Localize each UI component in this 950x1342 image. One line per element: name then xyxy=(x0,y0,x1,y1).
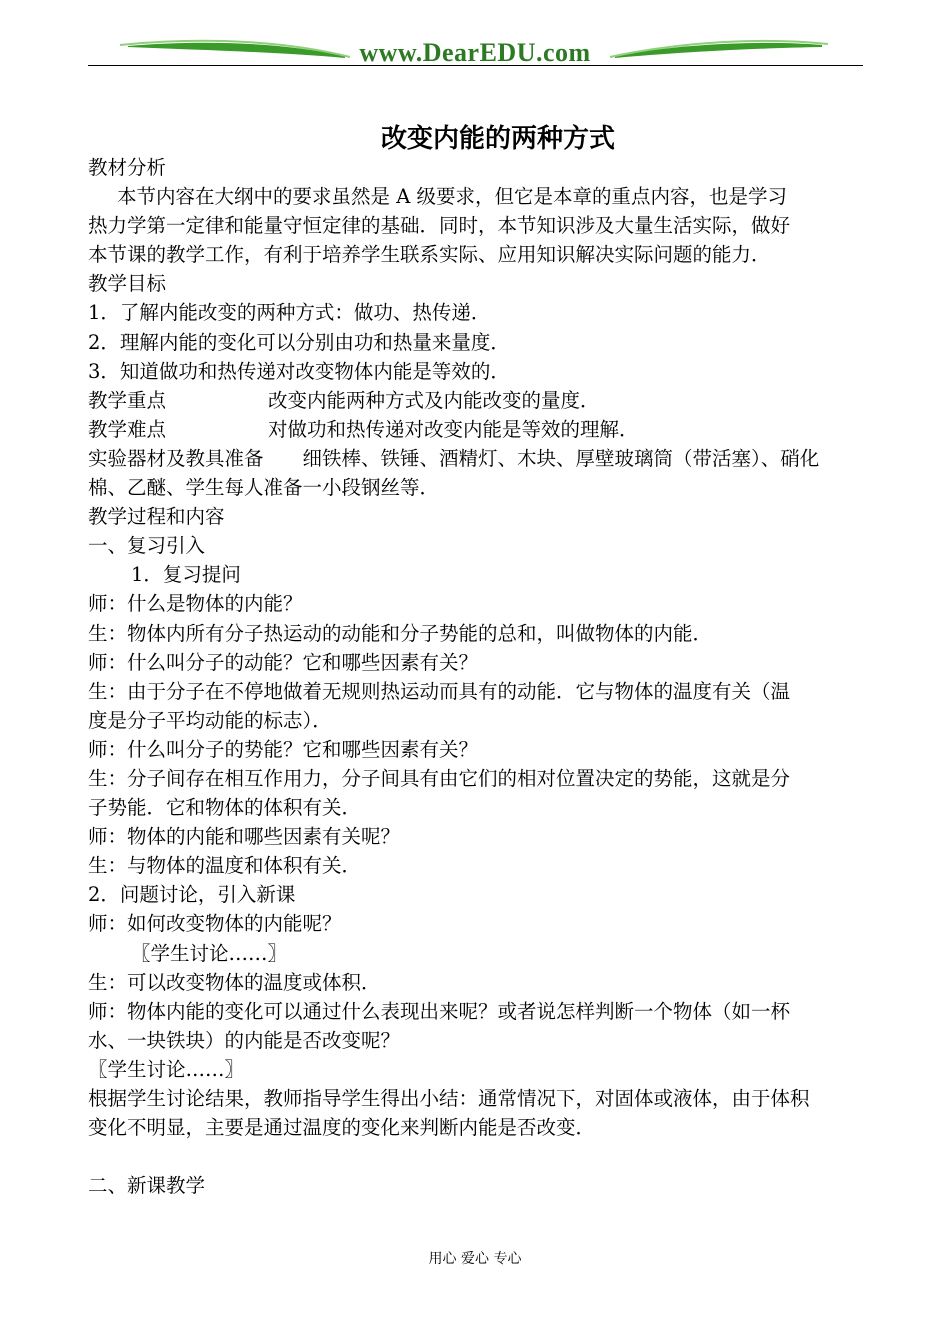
dialogue-line: 生：由于分子在不停地做着无规则热运动而具有的动能．它与物体的温度有关（温 xyxy=(88,679,791,703)
page-header xyxy=(0,0,950,70)
difficulty-text: 对做功和热传递对改变内能是等效的理解． xyxy=(268,417,639,441)
dialogue-line: 生：可以改变物体的温度或体积． xyxy=(88,970,381,994)
subsection-heading: 2．问题讨论，引入新课 xyxy=(88,883,296,907)
dialogue-line: 师：什么是物体的内能？ xyxy=(88,592,303,616)
summary-line: 变化不明显，主要是通过温度的变化来判断内能是否改变． xyxy=(88,1116,596,1140)
blank-line xyxy=(88,1142,864,1171)
subsection-heading: 一、复习引入 xyxy=(88,534,206,558)
page-footer: 用心 爱心 专心 xyxy=(428,1251,522,1267)
equipment-line: 实验器材及教具准备 细铁棒、铁锤、酒精灯、木块、厚壁玻璃筒（带活塞）、硝化 xyxy=(88,446,820,470)
subsection-heading: 1．复习提问 xyxy=(131,563,241,587)
section-heading: 教学过程和内容 xyxy=(88,505,225,529)
dialogue-line: 师：物体的内能和哪些因素有关呢？ xyxy=(88,825,401,849)
dialogue-line: 师：如何改变物体的内能呢？ xyxy=(88,912,342,936)
dialogue-line: 生：分子间存在相互作用力，分子间具有由它们的相对位置决定的势能，这就是分 xyxy=(88,766,791,790)
dialogue-line: 子势能．它和物体的体积有关． xyxy=(88,796,362,820)
key-point-label: 教学重点 xyxy=(88,388,167,412)
dialogue-line: 度是分子平均动能的标志）． xyxy=(88,708,332,732)
summary-line: 根据学生讨论结果，教师指导学生得出小结：通常情况下，对固体或液体，由于体积 xyxy=(88,1087,810,1110)
discussion-note: 〖学生讨论……〗 xyxy=(88,1057,245,1081)
site-logo-text: www.DearEDU.com xyxy=(359,38,591,67)
dialogue-line: 水、一块铁块）的内能是否改变呢？ xyxy=(88,1028,401,1052)
difficulty-row xyxy=(88,415,864,444)
list-item: 3．知道做功和热传递对改变物体内能是等效的． xyxy=(88,359,510,383)
section-heading: 教学目标 xyxy=(88,272,167,296)
difficulty-label: 教学难点 xyxy=(88,417,167,441)
key-point-row xyxy=(88,386,864,415)
dialogue-line: 师：什么叫分子的势能？它和哪些因素有关？ xyxy=(88,737,479,761)
paragraph-line: 本节课的教学工作，有利于培养学生联系实际、应用知识解决实际问题的能力． xyxy=(88,243,771,267)
discussion-note: 〖学生讨论……〗 xyxy=(131,941,288,965)
equipment-line: 棉、乙醚、学生每人准备一小段钢丝等． xyxy=(88,476,440,500)
list-item: 1．了解内能改变的两种方式：做功、热传递． xyxy=(88,301,491,325)
dialogue-line: 师：什么叫分子的动能？它和哪些因素有关？ xyxy=(88,650,479,674)
page-title: 改变内能的两种方式 xyxy=(380,124,615,154)
subsection-heading: 二、新课教学 xyxy=(88,1174,206,1198)
key-point-text: 改变内能两种方式及内能改变的量度． xyxy=(268,388,600,412)
paragraph-line: 本节内容在大纲中的要求虽然是 A 级要求，但它是本章的重点内容，也是学习 xyxy=(117,185,787,209)
document-body xyxy=(88,153,864,1200)
section-heading: 教材分析 xyxy=(88,156,167,179)
dialogue-line: 生：与物体的温度和体积有关． xyxy=(88,854,362,878)
paragraph-line: 热力学第一定律和能量守恒定律的基础．同时，本节知识涉及大量生活实际，做好 xyxy=(88,214,791,238)
dialogue-line: 师：物体内能的变化可以通过什么表现出来呢？或者说怎样判断一个物体（如一杯 xyxy=(88,999,791,1023)
dialogue-line: 生：物体内所有分子热运动的动能和分子势能的总和，叫做物体的内能． xyxy=(88,621,713,645)
list-item: 2．理解内能的变化可以分别由功和热量来量度． xyxy=(88,330,510,354)
header-rule xyxy=(88,65,863,66)
